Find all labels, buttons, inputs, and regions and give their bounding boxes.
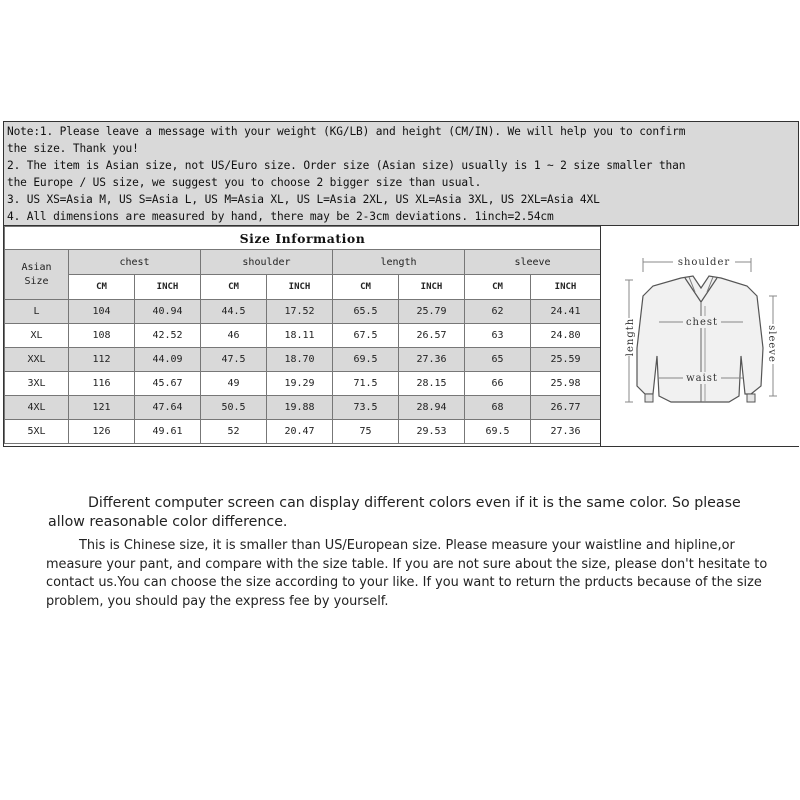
caption-1-text: Different computer screen can display different colors even if it is the same color. So please allow reasonable color difference. bbox=[48, 495, 741, 530]
shirt-outline-icon bbox=[601, 226, 799, 446]
size-table bbox=[4, 226, 601, 444]
unit-header-cm: CM bbox=[465, 275, 531, 300]
measurement-cell: 24.80 bbox=[531, 324, 601, 348]
measurement-cell: 24.41 bbox=[531, 300, 601, 324]
unit-header-inch: INCH bbox=[399, 275, 465, 300]
table-row bbox=[5, 372, 601, 396]
measurement-cell: 19.88 bbox=[267, 396, 333, 420]
measurement-cell: 65 bbox=[465, 348, 531, 372]
size-cell: 4XL bbox=[5, 396, 69, 420]
size-disclaimer-note bbox=[46, 537, 791, 611]
note-line: 2. The item is Asian size, not US/Euro size. Order size (Asian size) usually is 1 ~ 2 size smaller than bbox=[7, 159, 686, 172]
table-row bbox=[5, 324, 601, 348]
measurement-cell: 68 bbox=[465, 396, 531, 420]
measurement-cell: 75 bbox=[333, 420, 399, 444]
measurement-cell: 69.5 bbox=[465, 420, 531, 444]
measurement-cell: 45.67 bbox=[135, 372, 201, 396]
measurement-cell: 18.11 bbox=[267, 324, 333, 348]
measurement-cell: 47.5 bbox=[201, 348, 267, 372]
measurement-cell: 27.36 bbox=[399, 348, 465, 372]
color-difference-note bbox=[48, 494, 778, 532]
measurement-cell: 28.94 bbox=[399, 396, 465, 420]
measurement-cell: 52 bbox=[201, 420, 267, 444]
measurement-cell: 46 bbox=[201, 324, 267, 348]
measurement-cell: 108 bbox=[69, 324, 135, 348]
measurement-cell: 44.5 bbox=[201, 300, 267, 324]
unit-header-inch: INCH bbox=[531, 275, 601, 300]
notes-panel bbox=[4, 122, 798, 226]
note-line: the Europe / US size, we suggest you to choose 2 bigger size than usual. bbox=[7, 176, 482, 189]
measurement-cell: 62 bbox=[465, 300, 531, 324]
length-header: length bbox=[333, 250, 465, 275]
table-row bbox=[5, 420, 601, 444]
note-line: 3. US XS=Asia M, US S=Asia L, US M=Asia XL, US L=Asia 2XL, US XL=Asia 3XL, US 2XL=Asia 4XL bbox=[7, 193, 600, 206]
chest-header: chest bbox=[69, 250, 201, 275]
measurement-cell: 17.52 bbox=[267, 300, 333, 324]
measurement-cell: 42.52 bbox=[135, 324, 201, 348]
waist-label: waist bbox=[686, 373, 718, 384]
unit-header-cm: CM bbox=[201, 275, 267, 300]
shirt-measurement-diagram bbox=[600, 226, 799, 446]
size-column-header: Asian Size bbox=[5, 250, 69, 300]
unit-header-cm: CM bbox=[333, 275, 399, 300]
measurement-cell: 104 bbox=[69, 300, 135, 324]
size-cell: 3XL bbox=[5, 372, 69, 396]
measurement-cell: 29.53 bbox=[399, 420, 465, 444]
measurement-cell: 25.59 bbox=[531, 348, 601, 372]
table-row bbox=[5, 348, 601, 372]
measurement-cell: 67.5 bbox=[333, 324, 399, 348]
measurement-cell: 28.15 bbox=[399, 372, 465, 396]
chest-label: chest bbox=[685, 317, 719, 328]
size-table-body bbox=[5, 300, 601, 444]
table-row bbox=[5, 396, 601, 420]
measurement-cell: 65.5 bbox=[333, 300, 399, 324]
size-cell: XL bbox=[5, 324, 69, 348]
note-line: the size. Thank you! bbox=[7, 142, 139, 155]
table-title: Size Information bbox=[5, 227, 601, 250]
measurement-cell: 27.36 bbox=[531, 420, 601, 444]
note-line: Note:1. Please leave a message with your weight (KG/LB) and height (CM/IN). We will help you to confirm bbox=[7, 125, 686, 138]
measurement-cell: 71.5 bbox=[333, 372, 399, 396]
measurement-cell: 49.61 bbox=[135, 420, 201, 444]
measurement-cell: 63 bbox=[465, 324, 531, 348]
measurement-cell: 121 bbox=[69, 396, 135, 420]
caption-2-text: This is Chinese size, it is smaller than US/European size. Please measure your waistline and hipline,or measure your pant, and compare with the size table. If you are not sure about the size, please don't hesitate to contact us.You can choose the size according to your like. If you want to return the prducts because of the size problem, you should pay the express fee by yourself. bbox=[46, 538, 768, 609]
measurement-cell: 116 bbox=[69, 372, 135, 396]
unit-header-inch: INCH bbox=[135, 275, 201, 300]
unit-header-cm: CM bbox=[69, 275, 135, 300]
measurement-cell: 112 bbox=[69, 348, 135, 372]
measurement-cell: 40.94 bbox=[135, 300, 201, 324]
length-label: length bbox=[625, 317, 636, 357]
measurement-cell: 19.29 bbox=[267, 372, 333, 396]
measurement-cell: 44.09 bbox=[135, 348, 201, 372]
measurement-cell: 50.5 bbox=[201, 396, 267, 420]
shoulder-header: shoulder bbox=[201, 250, 333, 275]
sleeve-header: sleeve bbox=[465, 250, 601, 275]
measurement-cell: 73.5 bbox=[333, 396, 399, 420]
measurement-cell: 69.5 bbox=[333, 348, 399, 372]
measurement-cell: 25.98 bbox=[531, 372, 601, 396]
measurement-cell: 20.47 bbox=[267, 420, 333, 444]
measurement-cell: 66 bbox=[465, 372, 531, 396]
table-row bbox=[5, 300, 601, 324]
measurement-cell: 126 bbox=[69, 420, 135, 444]
note-line: 4. All dimensions are measured by hand, there may be 2-3cm deviations. 1inch=2.54cm bbox=[7, 210, 554, 223]
size-cell: L bbox=[5, 300, 69, 324]
size-cell: XXL bbox=[5, 348, 69, 372]
unit-header-inch: INCH bbox=[267, 275, 333, 300]
measurement-cell: 18.70 bbox=[267, 348, 333, 372]
measurement-cell: 25.79 bbox=[399, 300, 465, 324]
measurement-cell: 26.57 bbox=[399, 324, 465, 348]
measurement-cell: 49 bbox=[201, 372, 267, 396]
shoulder-label: shoulder bbox=[677, 257, 731, 268]
sleeve-label: sleeve bbox=[766, 325, 777, 363]
measurement-cell: 26.77 bbox=[531, 396, 601, 420]
size-cell: 5XL bbox=[5, 420, 69, 444]
size-chart-sheet bbox=[3, 121, 799, 447]
measurement-cell: 47.64 bbox=[135, 396, 201, 420]
